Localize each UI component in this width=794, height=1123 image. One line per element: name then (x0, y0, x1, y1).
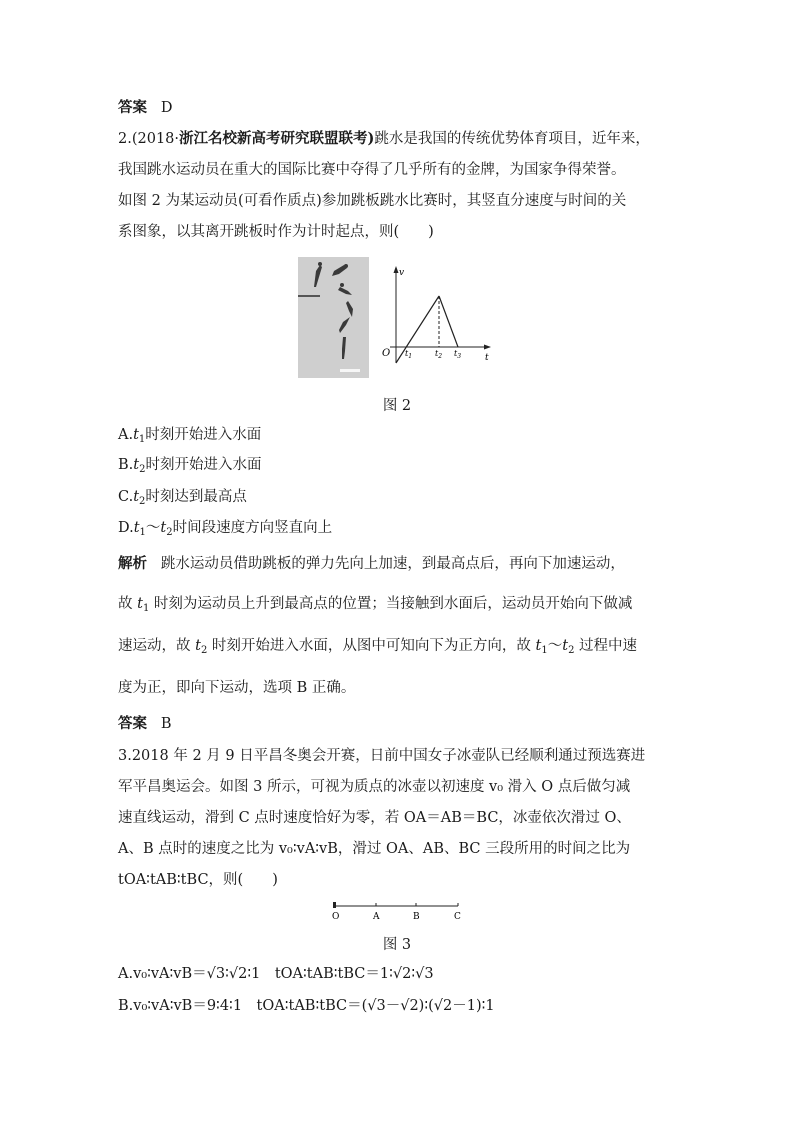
q3-option-b: B.v₀∶vA∶vB＝9∶4∶1 tOA∶tAB∶tBC＝(√3－√2)∶(√2－1)∶1 (118, 998, 495, 1014)
diver-photo (298, 257, 369, 378)
axis-v-label: v (399, 268, 405, 278)
q2-analysis-line-4: 度为正，即向下运动，选项 B 正确。 (118, 680, 356, 696)
figure-2-caption: 图 2 (382, 398, 412, 414)
answer-label: 答案 (118, 716, 147, 732)
point-a-label: A (373, 912, 380, 922)
tick-t3-label: $t_3$ (454, 349, 462, 360)
diver-illustration (298, 257, 369, 378)
answer-label: 答案 (118, 100, 147, 116)
q2-stem-line-3: 如图 2 为某运动员(可看作质点)参加跳板跳水比赛时，其竖直分速度与时间的关 (118, 193, 627, 209)
q2-stem-line-4: 系图象，以其离开跳板时作为计时起点，则( ) (118, 224, 434, 240)
q2-source: 浙江名校新高考研究联盟联考) (179, 130, 375, 147)
q3-stem-line-2: 军平昌奥运会。如图 3 所示，可视为质点的冰壶以初速度 v₀ 滑入 O 点后做匀减 (118, 779, 631, 795)
point-o-label: O (332, 912, 340, 922)
q2-analysis-line-2: 故 $t_1$ 时刻为运动员上升到最高点的位置；当接触到水面后，运动员开始向下做减 (118, 596, 633, 614)
q2-option-a: $A.t_1$时刻开始进入水面 (118, 427, 262, 445)
tick-t2-label: $t_2$ (435, 349, 443, 360)
q2-analysis-line-3: 速运动，故 $t_2$ 时刻开始进入水面，从图中可知向下为正方向，故 $t_1\sim t_2$ 过程中速 (118, 638, 638, 656)
q3-option-a: A.v₀∶vA∶vB＝√3∶√2∶1 tOA∶tAB∶tBC＝1∶√2∶√3 (118, 966, 434, 982)
q2-analysis-line-1: 解析 跳水运动员借助跳板的弹力先向上加速，到最高点后，再向下加速运动， (118, 556, 625, 572)
q2-stem-line-1 (118, 129, 650, 149)
vt-graph (378, 263, 498, 373)
q2-stem-text: 跳水是我国的传统优势体育项目，近年来， (374, 131, 650, 147)
q2-answer (118, 714, 171, 734)
vt-graph-svg (378, 263, 498, 373)
origin-label: O (382, 348, 391, 359)
answer-value: D (160, 100, 173, 116)
analysis-label: 解析 (118, 556, 147, 572)
q2-option-b: $B.t_2$时刻开始进入水面 (118, 457, 262, 475)
tick-t1-label: $t_1$ (405, 349, 413, 360)
point-c-label: C (454, 912, 461, 922)
q3-stem-line-3: 速直线运动，滑到 C 点时速度恰好为零，若 OA＝AB＝BC，冰壶依次滑过 O、 (118, 810, 631, 826)
oabc-line-figure (328, 898, 468, 924)
point-b-label: B (413, 912, 420, 922)
axis-t-label: t (485, 353, 489, 363)
q3-stem-line-1: 3.2018 年 2 月 9 日平昌冬奥会开赛，日前中国女子冰壶队已经顺利通过预选赛进 (118, 748, 646, 764)
q2-option-d: $D.t_1\sim t_2$时间段速度方向竖直向上 (118, 520, 333, 538)
oabc-line-svg (328, 898, 468, 924)
q3-stem-line-5: tOA∶tAB∶tBC，则( ) (118, 872, 278, 888)
answer-value: B (160, 716, 172, 732)
q1-answer (118, 98, 172, 118)
figure-3-caption: 图 3 (382, 937, 412, 953)
q3-stem-line-4: A、B 点时的速度之比为 v₀∶vA∶vB，滑过 OA、AB、BC 三段所用的时间之比为 (118, 841, 631, 857)
q2-number: 2.(2018· (118, 131, 180, 147)
q2-option-c: $C.t_2$时刻达到最高点 (118, 489, 247, 507)
q2-stem-line-2: 我国跳水运动员在重大的国际比赛中夺得了几乎所有的金牌，为国家争得荣誉。 (118, 162, 626, 178)
